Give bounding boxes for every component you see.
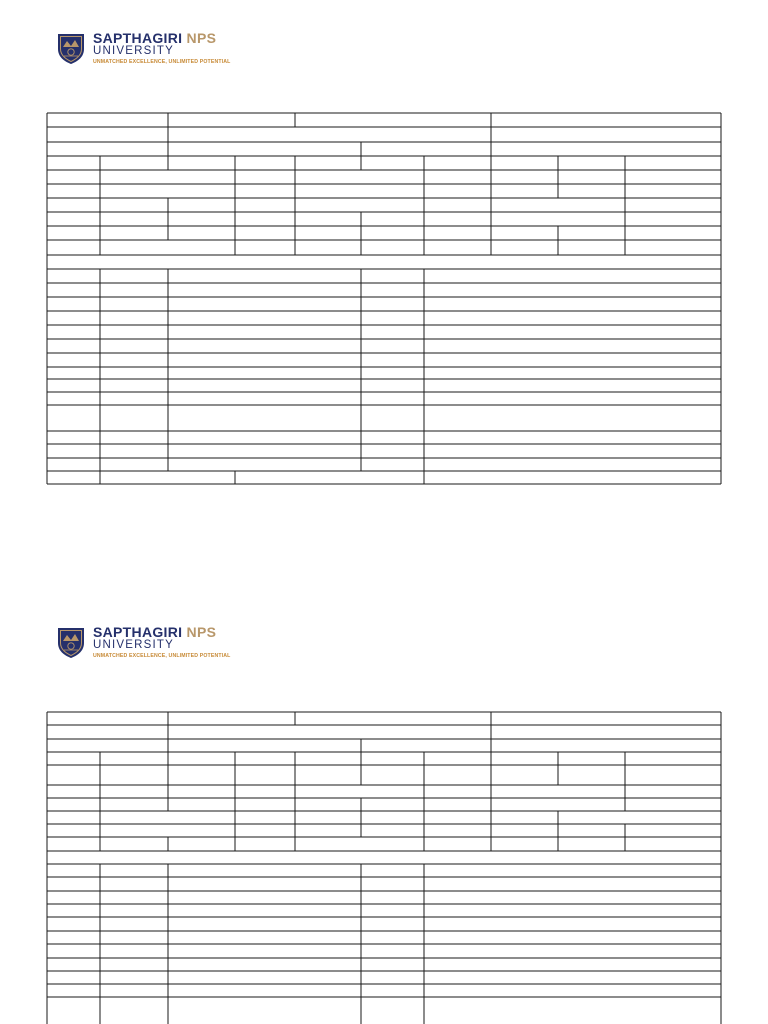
university-name: SAPTHAGIRI <box>93 30 183 47</box>
university-subtitle: UNIVERSITY <box>93 639 175 652</box>
university-name-accent: NPS <box>186 624 217 641</box>
university-name: SAPTHAGIRI <box>93 624 183 641</box>
university-subtitle: UNIVERSITY <box>93 45 175 58</box>
university-name-accent: NPS <box>186 30 217 47</box>
university-tagline: UNMATCHED EXCELLENCE, UNLIMITED POTENTIAL <box>93 652 231 659</box>
university-tagline: UNMATCHED EXCELLENCE, UNLIMITED POTENTIAL <box>93 58 231 65</box>
